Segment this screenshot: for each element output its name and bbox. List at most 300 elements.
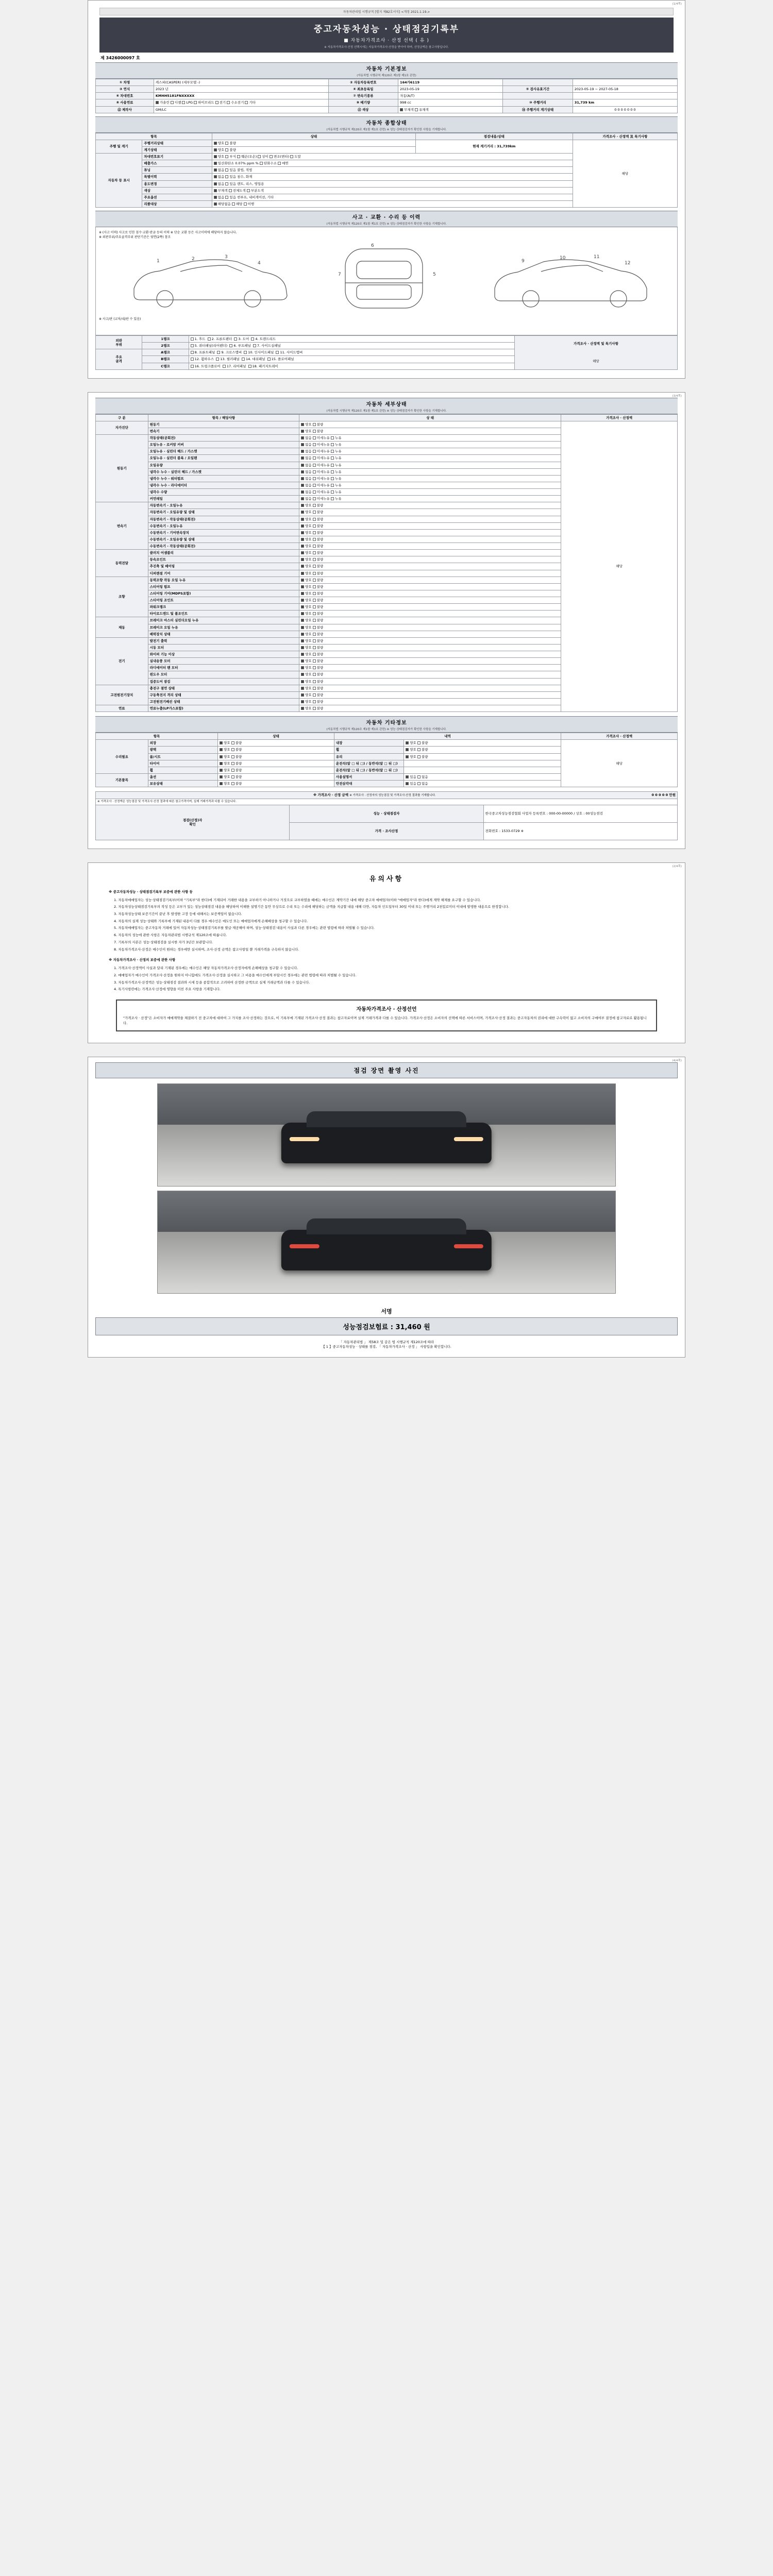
checkbox-label-1-5-0: 없음 [305, 469, 313, 474]
detail-col-state: 상 태 [299, 414, 561, 421]
checkbox-label-4-0-1: 불량 [316, 578, 324, 582]
checkbox-etc-1-0[interactable] [220, 748, 223, 751]
checkbox-label-1-2-2: 누유 [334, 449, 342, 454]
checkbox-1-6-2[interactable] [331, 477, 334, 480]
etc-item-4: 휠 [148, 767, 217, 773]
checkbox-1-4-0[interactable] [301, 464, 304, 467]
checkbox-dash-panel[interactable] [242, 358, 245, 361]
detail-item-2-5: 수동변속기 - 오일유량 및 상태 [148, 536, 299, 543]
notice-item-3: 4. 자동차의 실제 성능·상태와 기록부에 기재된 내용이 다를 경우 매수인은 매도인 또는 매매업자에게 손해배상을 청구할 수 있습니다. [114, 919, 308, 923]
checkbox-label-2-5-1: 불량 [316, 537, 324, 541]
checkbox-8-0-0[interactable] [301, 707, 304, 710]
accident-rank1-items: 1. 후드 2. 프론트펜더 3. 도어 4. 트렌드리드 [189, 336, 514, 343]
checkbox-1-1-1[interactable] [313, 443, 316, 446]
checkbox-6-6-0[interactable] [301, 680, 304, 683]
checkbox-etc-label-2-0: 양호 [224, 754, 231, 759]
checkbox-6-0-0[interactable] [301, 639, 304, 642]
checkbox-5-0-0[interactable] [301, 619, 304, 622]
checkbox-5-0-1[interactable] [313, 619, 316, 622]
checkbox-label-5-2-1: 불량 [316, 632, 324, 636]
overall-item-7: 색상 [142, 187, 212, 194]
checkbox-trunk-lid[interactable] [251, 337, 254, 341]
detail-item-3-1: 등속조인트 [148, 556, 299, 563]
checkbox-0-1-0[interactable] [301, 430, 304, 433]
table-row [96, 79, 678, 86]
checkbox-2-0-0[interactable] [301, 504, 304, 507]
detail-state-1-9 [299, 496, 561, 502]
etc-right-state-2 [404, 753, 561, 760]
checkbox-label-1-4-0: 없음 [305, 463, 313, 467]
checkbox-7-0-1[interactable] [313, 687, 316, 690]
checkbox-4-1-0[interactable] [301, 585, 304, 588]
checkbox-1-5-1[interactable] [313, 470, 316, 473]
checkbox-1-0-2[interactable] [331, 436, 334, 439]
photo-front [157, 1083, 616, 1187]
notice-item-2: 3. 자동차성능상태 보증기간이 끝난 후 발생한 고장 등에 대해서는 보증책임이 없습니다. [114, 912, 242, 917]
checkbox-1-0-1[interactable] [313, 436, 316, 439]
checkbox-4-2-1[interactable] [313, 592, 316, 595]
section-detail-title: 자동차 세부상태 [366, 401, 407, 408]
checkbox-2-2-1[interactable] [313, 518, 316, 521]
checkbox-6-5-1[interactable] [313, 673, 316, 676]
detail-state-6-6 [299, 678, 561, 685]
overall-item-0: 주행거리상태 [142, 140, 212, 146]
detail-item-1-3: 오일누유 - 실린더 블록 / 오일팬 [148, 455, 299, 462]
checkbox-1-8-2[interactable] [331, 490, 334, 494]
overall-state-4: 없음 있음 불법, 적법 [212, 167, 573, 174]
checkbox-label-6-6-0: 양호 [305, 679, 313, 684]
checkbox-1-9-2[interactable] [331, 497, 334, 500]
checkbox-label-2-4-0: 양호 [305, 530, 313, 535]
checkbox-etc-3-1[interactable] [231, 762, 234, 765]
overall-special-note: 침수, 화재 [237, 175, 253, 179]
checkbox-1-7-1[interactable] [313, 484, 316, 487]
checkbox-recall-yes[interactable] [232, 202, 235, 206]
checkbox-2-4-1[interactable] [313, 531, 316, 534]
detail-group-8: 연료 [96, 705, 148, 712]
checkbox-etc-0-1[interactable] [231, 741, 234, 744]
notice2-item-0: 1. 가격조사·산정액이 사실과 달리 기재된 경우에는 매수인은 해당 자동차가격조사·산정자에게 손해배상을 청구할 수 있습니다. [114, 966, 298, 971]
accident-rankA-items: 8. 프론트패널 9. 크로스맴버 10. 인사이드패널 11. 사이드멤버 [189, 349, 514, 356]
checkbox-label-1-5-1: 미세누유 [316, 469, 331, 474]
checkbox-front-panel[interactable] [191, 351, 194, 354]
checkbox-front-fender[interactable] [208, 337, 211, 341]
checkbox-label-4-1-0: 양호 [305, 584, 313, 589]
checkbox-0-0-1[interactable] [313, 423, 316, 426]
checkbox-fuel-diesel[interactable] [171, 101, 174, 104]
checkbox-label-1-6-2: 누유 [334, 476, 342, 481]
checkbox-label-0-0-1: 불량 [316, 422, 324, 427]
value-blank2 [573, 93, 677, 99]
checkbox-7-2-1[interactable] [313, 700, 316, 703]
detail-item-7-2: 고전원전기배선 상태 [148, 698, 299, 705]
checkbox-package-tray[interactable] [248, 365, 251, 368]
detail-col-price: 가격조사 · 산정액 [561, 414, 678, 421]
checkbox-4-1-1[interactable] [313, 585, 316, 588]
checkbox-side-member[interactable] [276, 351, 279, 354]
checkbox-emission-co[interactable] [214, 162, 217, 165]
notice-item-4: 5. 자동차매매업자는 중고자동차 거래에 있어 자동차성능·상태점검기록부를 발급·제공해야 하며, 성능·상태점검 내용이 사실과 다른 경우에는 관련 법령에 따라 처벌될 수 있습니다. [114, 926, 375, 930]
checkbox-fuel-hybrid[interactable] [194, 101, 197, 104]
detail-state-7-0 [299, 685, 561, 691]
checkbox-etc-right-5-0[interactable] [406, 775, 409, 778]
detail-item-4-4: 파워크랭크 [148, 604, 299, 611]
detail-state-1-4 [299, 462, 561, 468]
checkbox-label-4-2-1: 불량 [316, 591, 324, 596]
checkbox-label-2-1-0: 양호 [305, 510, 313, 515]
checkbox-emission-smoke[interactable] [278, 162, 281, 165]
detail-group-5: 제동 [96, 617, 148, 637]
price-cell-label-0: 성능 · 상태점검자 [290, 805, 483, 822]
checkbox-option-yes[interactable] [225, 196, 228, 199]
checkbox-1-1-2[interactable] [331, 443, 334, 446]
checkbox-etc-right-2-0[interactable] [406, 755, 409, 758]
checkbox-7-1-1[interactable] [313, 693, 316, 697]
checkbox-etc-right-6-1[interactable] [417, 782, 421, 785]
checkbox-vin-ok[interactable] [214, 155, 217, 158]
checkbox-6-4-0[interactable] [301, 666, 304, 669]
checkbox-2-6-1[interactable] [313, 545, 316, 548]
etc-col-state: 상태 [218, 733, 334, 740]
checkbox-1-2-0[interactable] [301, 450, 304, 453]
checkbox-2-2-0[interactable] [301, 518, 304, 521]
value-carname: 캐스퍼(CASPER) (세부모델 -) [154, 79, 328, 86]
checkbox-3-1-1[interactable] [313, 558, 316, 561]
notice-item-0: 1. 자동차매매업자는 성능·상태점검기록부(이하 "기록부"라 한다)에 기재되어 거래한 내용을 교부하기 아니하거나 거짓으로 교부하였을 때에는 매수인은 계약기간 내에 해당 중고차 매매업자(이하 "매매업자"라 한다)에게 계약 해제를 요구할 수 있습니다. [114, 897, 481, 902]
checkbox-label-2-3-1: 불량 [316, 523, 324, 528]
label-transmission: ⑦ 변속기종류 [328, 93, 398, 99]
accident-price-label [514, 336, 677, 370]
checkbox-6-5-0[interactable] [301, 673, 304, 676]
checkbox-etc-right-6-0[interactable] [406, 782, 409, 785]
document-title-block [99, 18, 674, 53]
checkbox-etc-label-3-1: 불량 [235, 761, 242, 766]
etc-right-item-2: 유리 [334, 753, 404, 760]
overall-state-7: 무채색 전체도색 부분도색 [212, 187, 573, 194]
checkbox-mileage-good[interactable] [214, 142, 217, 145]
checkbox-4-4-1[interactable] [313, 605, 316, 608]
checkbox-4-3-0[interactable] [301, 599, 304, 602]
detail-item-3-2: 추진축 및 베어링 [148, 563, 299, 570]
checkbox-etc-4-1[interactable] [231, 769, 234, 772]
checkbox-fuel-etc[interactable] [245, 101, 248, 104]
checkbox-1-3-2[interactable] [331, 456, 334, 460]
checkbox-label-5-1-1: 불량 [316, 625, 324, 630]
detail-state-1-3 [299, 455, 561, 462]
checkbox-etc-right-label-1-1: 불량 [421, 748, 428, 752]
checkbox-8-0-1[interactable] [313, 707, 316, 710]
label-inspection-period: ⑤ 검사유효기간 [503, 86, 573, 93]
value-plate: 164가6119 [398, 79, 503, 86]
checkbox-3-0-1[interactable] [313, 551, 316, 554]
checkbox-gauge-good[interactable] [214, 148, 217, 151]
checkbox-5-1-1[interactable] [313, 626, 316, 629]
checkbox-4-2-0[interactable] [301, 592, 304, 595]
checkbox-etc-right-1-0[interactable] [406, 748, 409, 751]
checkbox-tuning-none[interactable] [214, 168, 217, 172]
svg-text:10: 10 [560, 256, 566, 261]
checkbox-1-0-0[interactable] [301, 436, 304, 439]
checkbox-2-1-1[interactable] [313, 511, 316, 514]
etc-state-1 [218, 747, 334, 753]
checkbox-4-0-0[interactable] [301, 579, 304, 582]
checkbox-6-0-1[interactable] [313, 639, 316, 642]
checkbox-2-3-0[interactable] [301, 524, 304, 528]
checkbox-1-4-2[interactable] [331, 464, 334, 467]
checkbox-0-0-0[interactable] [301, 423, 304, 426]
checkbox-6-1-1[interactable] [313, 646, 316, 649]
checkbox-floor-panel[interactable] [267, 358, 271, 361]
checkbox-special-none[interactable] [214, 175, 217, 178]
checkbox-hood[interactable] [191, 337, 194, 341]
document-subtitle: ■ 자동차가격조사 · 산정 선택 ( 유 ) [344, 38, 429, 43]
checkbox-3-3-0[interactable] [301, 572, 304, 575]
checkbox-2-5-0[interactable] [301, 538, 304, 541]
notice-body [95, 889, 678, 992]
table-header-row [96, 733, 678, 740]
checkbox-1-2-2[interactable] [331, 450, 334, 453]
label-mileage: ⑩ 주행거리 [503, 99, 573, 106]
checkbox-2-3-1[interactable] [313, 524, 316, 528]
checkbox-6-3-1[interactable] [313, 659, 316, 663]
checkbox-fuel-hydrogen[interactable] [227, 101, 230, 104]
checkbox-1-3-1[interactable] [313, 456, 316, 460]
checkbox-label-7-0-0: 양호 [305, 686, 313, 690]
checkbox-roof-panel[interactable] [229, 344, 232, 347]
price-cell-value-0: 한국중고차성능점검협회 사업자 등록번호 : 000-00-00000 / 상호 : 00성능점검 [483, 805, 677, 822]
checkbox-fuel-lpg[interactable] [182, 101, 185, 104]
sheet-1 [88, 0, 685, 379]
label-blank1 [503, 79, 573, 86]
checkbox-3-2-1[interactable] [313, 565, 316, 568]
checkbox-label-2-2-0: 양호 [305, 517, 313, 521]
checkbox-etc-2-0[interactable] [220, 755, 223, 758]
checkbox-recall-na[interactable] [214, 202, 217, 206]
checkbox-fuel-ev[interactable] [215, 101, 219, 104]
car-diagram-wrap [99, 240, 674, 317]
checkbox-6-4-1[interactable] [313, 666, 316, 669]
checkbox-etc-1-1[interactable] [231, 748, 234, 751]
checkbox-label-1-3-1: 미세누유 [316, 456, 331, 461]
checkbox-label-1-1-0: 없음 [305, 443, 313, 447]
checkbox-vin-alter[interactable] [270, 155, 273, 158]
checkbox-pillar-panel[interactable] [216, 358, 219, 361]
detail-state-5-0 [299, 617, 561, 624]
detail-state-6-2 [299, 651, 561, 658]
checkbox-4-5-0[interactable] [301, 612, 304, 615]
checkbox-tuning-yes[interactable] [225, 168, 228, 172]
detail-item-5-2: 배력장치 상태 [148, 631, 299, 637]
checkbox-label-4-5-0: 양호 [305, 612, 313, 616]
overall-col-item: 항목 [96, 133, 212, 140]
checkbox-rear-panel[interactable] [223, 365, 226, 368]
checkbox-1-2-1[interactable] [313, 450, 316, 453]
checkbox-label-3-2-0: 양호 [305, 564, 313, 569]
detail-state-0-1 [299, 428, 561, 434]
checkbox-etc-right-2-1[interactable] [417, 755, 421, 758]
checkbox-etc-5-0[interactable] [220, 775, 223, 778]
accident-rank2-items: 5. 쿼터패널(리어펜더) 6. 루프패널 7. 사이드실패널 [189, 343, 514, 349]
checkbox-trunk-floor[interactable] [191, 365, 194, 368]
checkbox-cross-member[interactable] [217, 351, 220, 354]
checkbox-5-1-0[interactable] [301, 626, 304, 629]
checkbox-usechange-none[interactable] [214, 182, 217, 185]
checkbox-6-1-0[interactable] [301, 646, 304, 649]
checkbox-color-full[interactable] [229, 189, 232, 192]
checkbox-label-3-0-0: 양호 [305, 551, 313, 555]
checkbox-label-1-6-0: 없음 [305, 476, 313, 481]
checkbox-2-6-0[interactable] [301, 545, 304, 548]
overall-item-2: 차대번호표기 [142, 154, 212, 160]
checkbox-etc-right-label-2-0: 양호 [410, 754, 417, 759]
checkbox-3-2-0[interactable] [301, 565, 304, 568]
checkbox-etc-right-0-0[interactable] [406, 741, 409, 744]
checkbox-1-4-1[interactable] [313, 464, 316, 467]
checkbox-label-6-0-1: 불량 [316, 638, 324, 643]
checkbox-color-chromatic[interactable] [415, 108, 418, 111]
page-tag-4: (4/4쪽) [672, 1059, 682, 1062]
checkbox-color-achromatic[interactable] [400, 108, 403, 111]
checkbox-1-5-2[interactable] [331, 470, 334, 473]
etc-right-state-6 [404, 781, 561, 787]
checkbox-4-4-0[interactable] [301, 605, 304, 608]
checkbox-recall-done[interactable] [244, 202, 247, 206]
checkbox-1-1-0[interactable] [301, 443, 304, 446]
checkbox-5-2-1[interactable] [313, 633, 316, 636]
checkbox-side-sill[interactable] [253, 344, 256, 347]
checkbox-label-2-4-1: 불량 [316, 530, 324, 535]
checkbox-2-5-1[interactable] [313, 538, 316, 541]
checkbox-wheel-house[interactable] [191, 358, 194, 361]
checkbox-1-8-0[interactable] [301, 490, 304, 494]
checkbox-label-5-0-0: 양호 [305, 618, 313, 623]
checkbox-vin-diff[interactable] [258, 155, 261, 158]
accident-rankC-label: C랭크 [142, 363, 189, 369]
checkbox-color-none[interactable] [214, 189, 217, 192]
detail-state-1-8 [299, 489, 561, 496]
checkbox-4-3-1[interactable] [313, 599, 316, 602]
notice-item-5: 6. 자동차의 성능에 관한 사항은 자동차관리법 시행규칙 제120조에 따릅니다. [114, 933, 227, 938]
table-row [96, 93, 678, 99]
checkbox-label-4-1-1: 불량 [316, 584, 324, 589]
checkbox-color-partial[interactable] [247, 189, 250, 192]
checkbox-7-0-0[interactable] [301, 687, 304, 690]
value-first-reg: 2023-05-19 [398, 86, 503, 93]
checkbox-1-7-0[interactable] [301, 484, 304, 487]
checkbox-usechange-yes[interactable] [225, 182, 228, 185]
checkbox-4-0-1[interactable] [313, 579, 316, 582]
checkbox-2-4-0[interactable] [301, 531, 304, 534]
checkbox-1-6-1[interactable] [313, 477, 316, 480]
checkbox-1-6-0[interactable] [301, 477, 304, 480]
checkbox-etc-4-0[interactable] [220, 769, 223, 772]
checkbox-etc-right-1-1[interactable] [417, 748, 421, 751]
checkbox-6-2-0[interactable] [301, 653, 304, 656]
checkbox-etc-6-1[interactable] [231, 782, 234, 785]
checkbox-3-0-0[interactable] [301, 551, 304, 554]
checkbox-etc-label-6-1: 불량 [235, 782, 242, 786]
checkbox-etc-6-0[interactable] [220, 782, 223, 785]
accident-rank2-label: 2랭크 [142, 343, 189, 349]
car-outline-svg [99, 240, 674, 317]
checkbox-inside-panel[interactable] [244, 351, 247, 354]
checkbox-2-1-0[interactable] [301, 511, 304, 514]
sheet-2 [88, 392, 685, 849]
checkbox-fuel-gasoline[interactable] [156, 101, 159, 104]
checkbox-1-9-0[interactable] [301, 497, 304, 500]
label-blank2 [503, 93, 573, 99]
checkbox-label-6-0-0: 양호 [305, 638, 313, 643]
checkbox-special-yes[interactable] [225, 175, 228, 178]
checkbox-2-0-1[interactable] [313, 504, 316, 507]
detail-item-3-3: 디퍼렌셜 기어 [148, 570, 299, 577]
checkbox-option-none[interactable] [214, 196, 217, 199]
checkbox-6-3-0[interactable] [301, 659, 304, 663]
checkbox-3-1-0[interactable] [301, 558, 304, 561]
etc-right-item-0: 내장 [334, 740, 404, 747]
notice-title: 유의사항 [369, 875, 404, 883]
checkbox-1-5-0[interactable] [301, 470, 304, 473]
checkbox-5-2-0[interactable] [301, 633, 304, 636]
checkbox-1-8-1[interactable] [313, 490, 316, 494]
detail-state-2-0 [299, 502, 561, 509]
docno-suffix: 호 [136, 56, 140, 60]
detail-state-8-0 [299, 705, 561, 712]
checkbox-vin-corrode[interactable] [225, 155, 228, 158]
accident-diagram [95, 227, 678, 335]
checkbox-7-2-0[interactable] [301, 700, 304, 703]
checkbox-etc-right-5-1[interactable] [417, 775, 421, 778]
checkbox-4-5-1[interactable] [313, 612, 316, 615]
svg-text:5: 5 [433, 272, 436, 277]
checkbox-etc-2-1[interactable] [231, 755, 234, 758]
checkbox-mileage-bad[interactable] [225, 142, 228, 145]
checkbox-etc-3-0[interactable] [220, 762, 223, 765]
detail-item-2-4: 수동변속기 - 기어변속장치 [148, 529, 299, 536]
checkbox-label-8-0-0: 양호 [305, 706, 313, 710]
checkbox-6-2-1[interactable] [313, 653, 316, 656]
detail-state-7-1 [299, 691, 561, 698]
section-overall-title: 자동차 종합상태 [366, 120, 407, 126]
checkbox-1-3-0[interactable] [301, 456, 304, 460]
checkbox-door[interactable] [234, 337, 237, 341]
checkbox-label-3-3-1: 불량 [316, 571, 324, 575]
checkbox-etc-0-0[interactable] [220, 741, 223, 744]
checkbox-quarter-panel[interactable] [191, 344, 194, 347]
checkbox-0-1-1[interactable] [313, 430, 316, 433]
overall-item-3: 배출가스 [142, 160, 212, 167]
checkbox-vin-damage[interactable] [237, 155, 240, 158]
checkbox-1-7-2[interactable] [331, 484, 334, 487]
notice-item-1: 2. 자동차성능상태점검기록부의 작성 등은 교부가 있는 성능상태점검 내용을 해당하여 이해한 설명기간 동안 무상으로 수리 또는 수리에 해당하는 금액을 지급할 내용 대해 다만, 자동차 인도일부터 30일 이내 또는 주행거리 2천킬로미터 이내에 발생한 내용으로 한정합니다. [114, 905, 509, 909]
checkbox-etc-5-1[interactable] [231, 775, 234, 778]
taillamp-left-icon [290, 1244, 319, 1248]
checkbox-gauge-bad[interactable] [225, 148, 228, 151]
checkbox-label-6-6-1: 불량 [316, 679, 324, 684]
checkbox-etc-right-0-1[interactable] [417, 741, 421, 744]
detail-state-2-5 [299, 536, 561, 543]
checkbox-3-3-1[interactable] [313, 572, 316, 575]
etc-table [95, 733, 678, 787]
checkbox-emission-hc[interactable] [260, 162, 263, 165]
etc-right-state-0 [404, 740, 561, 747]
checkbox-1-9-1[interactable] [313, 497, 316, 500]
checkbox-label-2-1-1: 불량 [316, 510, 324, 515]
checkbox-7-1-0[interactable] [301, 693, 304, 697]
detail-item-4-1: 스티어링 펌프 [148, 583, 299, 590]
checkbox-vin-erase[interactable] [290, 155, 293, 158]
checkbox-6-6-1[interactable] [313, 680, 316, 683]
